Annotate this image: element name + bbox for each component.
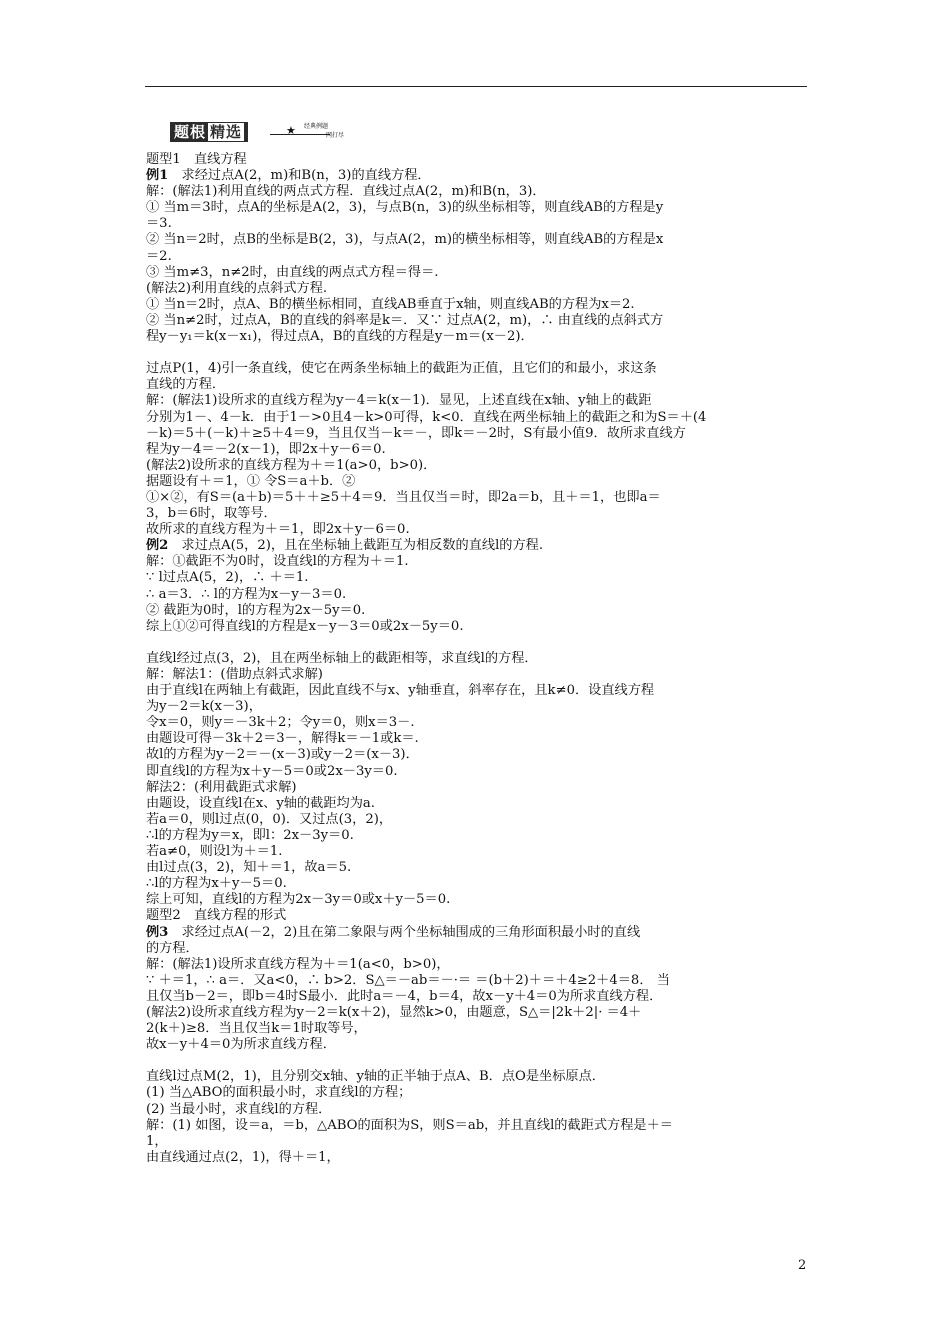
blank-line	[146, 345, 808, 361]
document-body	[146, 152, 808, 1166]
text-line	[146, 892, 808, 908]
line-text: ③ 当m≠3，n≠2时，由直线的两点式方程＝得＝.	[146, 264, 439, 280]
text-line	[146, 1021, 808, 1037]
blank-line	[146, 1053, 808, 1069]
star-icon: ★	[286, 124, 296, 137]
line-text: ∴l的方程为y＝x，即l：2x－3y＝0.	[146, 827, 354, 843]
text-line	[146, 442, 808, 458]
text-line	[146, 522, 808, 538]
line-text: (1) 当△ABO的面积最小时，求直线l的方程；	[146, 1085, 412, 1101]
line-text: ∵ l过点A(5，2)，∴ ＋＝1.	[146, 570, 309, 586]
line-text: 解：解法1：(借助点斜式求解)	[146, 667, 323, 682]
line-text: 由题设可得－3k＋2＝3－，解得k＝－1或k＝.	[146, 731, 419, 747]
line-text: 1，	[146, 1133, 168, 1149]
text-line	[146, 587, 808, 603]
section-banner	[170, 122, 380, 144]
text-line	[146, 699, 808, 715]
line-text: 题型1 直线方程	[146, 152, 247, 167]
banner-title-box: 精选	[210, 123, 243, 141]
text-line	[146, 265, 808, 281]
line-text: 若a＝0，则l过点(0，0)．又过点(3，2)，	[146, 811, 393, 827]
text-line	[146, 152, 808, 168]
line-text: ② 当n＝2时，点B的坐标是B(2，3)，与点A(2，m)的横坐标相等，则直线AB的方程是x	[146, 232, 664, 248]
text-line	[146, 1085, 808, 1101]
line-text: 由直线通过点(2，1)，得＋＝1，	[146, 1149, 340, 1165]
text-line	[146, 876, 808, 892]
banner-title	[170, 122, 248, 142]
line-text: 解法2：(利用截距式求解)	[146, 779, 297, 795]
text-line	[146, 941, 808, 957]
text-line	[146, 812, 808, 828]
line-text: ∴ a＝3．∴ l的方程为x－y－3＝0.	[146, 586, 347, 602]
text-line	[146, 361, 808, 377]
text-line	[146, 426, 808, 442]
text-line	[146, 619, 808, 635]
line-text: 分别为1－、4－k．由于1－>0且4－k>0可得，k<0．直线在两坐标轴上的截距之和为S＝＋(4	[146, 409, 707, 425]
text-line	[146, 297, 808, 313]
line-text: 即直线l的方程为x＋y－5＝0或2x－3y＝0.	[146, 763, 398, 779]
text-line	[146, 1118, 808, 1134]
line-text: 由题设，设直线l在x、y轴的截距均为a.	[146, 795, 375, 811]
line-text: ② 当n≠2时，过点A，B的直线的斜率是k＝．又∵ 过点A(2，m)，∴ 由直线的点斜式方	[146, 312, 664, 328]
text-line	[146, 538, 808, 554]
text-line	[146, 731, 808, 747]
text-line	[146, 651, 808, 667]
line-text: 解：(解法1)设所求的直线方程为y－4＝k(x－1)．显见，上述直线在x轴、y轴上的截距	[146, 393, 652, 409]
text-line	[146, 973, 808, 989]
text-line	[146, 1102, 808, 1118]
line-text: 解：①截距不为0时，设直线l的方程为＋＝1.	[146, 554, 409, 570]
line-text: 程y－y₁＝k(x－x₁)，得过点A，B的直线的方程是y－m＝(x－2)．	[146, 329, 534, 345]
text-line	[146, 715, 808, 731]
line-text: ∴l的方程为x＋y－5＝0.	[146, 876, 287, 892]
text-line	[146, 313, 808, 329]
text-line	[146, 796, 808, 812]
example-label: 例3	[146, 924, 169, 940]
text-line	[146, 860, 808, 876]
blank-line	[146, 635, 808, 651]
line-text: 解：(解法1)利用直线的两点式方程．直线过点A(2，m)和B(n，3)．	[146, 184, 546, 200]
line-text: 故x－y＋4＝0为所求直线方程．	[146, 1037, 336, 1053]
text-line	[146, 925, 808, 941]
line-text: 若a≠0，则设l为＋＝1.	[146, 844, 283, 860]
line-text: 直线l过点M(2，1)，且分别交x轴、y轴的正半轴于点A、B．点O是坐标原点．	[146, 1069, 605, 1085]
line-text: 故所求的直线方程为＋＝1，即2x＋y－6＝0.	[146, 522, 410, 538]
page-number: 2	[798, 1258, 807, 1273]
line-text: 求经过点A(2，m)和B(n，3)的直线方程．	[168, 168, 431, 184]
text-line	[146, 764, 808, 780]
line-text: 由l过点(3，2)，知＋＝1，故a＝5.	[146, 860, 352, 876]
text-line	[146, 490, 808, 506]
line-text: 故l的方程为y－2＝－(x－3)或y－2＝(x－3)．	[146, 747, 419, 763]
text-line	[146, 1037, 808, 1053]
text-line	[146, 168, 808, 184]
line-text: ① 当m＝3时，点A的坐标是A(2，3)，与点B(n，3)的纵坐标相等，则直线AB的方程是y	[146, 200, 664, 216]
text-line	[146, 281, 808, 297]
text-line	[146, 957, 808, 973]
text-line	[146, 184, 808, 200]
line-text: 直线的方程．	[146, 377, 226, 393]
line-text: 综上可知，直线l的方程为2x－3y＝0或x＋y－5＝0.	[146, 892, 451, 908]
text-line	[146, 393, 808, 409]
text-line	[146, 377, 808, 393]
line-text: (解法2)设所求的直线方程为＋＝1(a>0，b>0)．	[146, 457, 437, 473]
text-line	[146, 603, 808, 619]
line-text: 解：(1) 如图，设＝a，＝b，△ABO的面积为S，则S＝ab，并且直线l的截距式方程是＋＝	[146, 1117, 673, 1133]
text-line	[146, 249, 808, 265]
text-line	[146, 554, 808, 570]
text-line	[146, 780, 808, 796]
example-label: 例2	[146, 538, 169, 554]
text-line	[146, 747, 808, 763]
line-text: 综上①②可得直线l的方程是x－y－3＝0或2x－5y＝0.	[146, 618, 464, 634]
line-text: 令x＝0，则y＝－3k＋2；令y＝0，则x＝3－.	[146, 715, 415, 731]
text-line	[146, 1150, 808, 1166]
example-label: 例1	[146, 168, 169, 184]
line-text: 过点P(1，4)引一条直线，使它在两条坐标轴上的截距为正值，且它们的和最小，求这条	[146, 361, 657, 377]
line-text: ∵ ＋＝1，∴ a＝．又a<0，∴ b>2．S△＝－ab＝－·＝ ＝(b＋2)＋＝＋4≥2＋4＝8． 当	[146, 972, 670, 988]
line-text: (2) 当最小时，求直线l的方程．	[146, 1101, 332, 1117]
text-line	[146, 667, 808, 683]
text-line	[146, 828, 808, 844]
line-text: ① 当n＝2时，点A、B的横坐标相同，直线AB垂直于x轴，则直线AB的方程为x＝2.	[146, 296, 635, 312]
line-text: 题型2 直线方程的形式	[146, 908, 287, 924]
line-text: 为y－2＝k(x－3)，	[146, 699, 262, 715]
text-line	[146, 232, 808, 248]
header-rule	[145, 86, 807, 87]
text-line	[146, 329, 808, 345]
line-text: ＝3.	[146, 216, 172, 232]
line-text: 据题设有＋＝1，① 令S＝a＋b．②	[146, 473, 356, 489]
line-text: ①×②，有S＝(a＋b)＝5＋＋≥5＋4＝9．当且仅当＝时，即2a＝b，且＋＝1，也即a＝	[146, 489, 661, 505]
line-text: 3，b＝6时，取等号．	[146, 506, 277, 522]
banner-subtitle-1: 经典例题	[304, 123, 329, 130]
text-line	[146, 844, 808, 860]
line-text: 求过点A(5，2)，且在坐标轴上截距互为相反数的直线l的方程.	[168, 538, 544, 554]
line-text: 程为y－4＝－2(x－1)，即2x＋y－6＝0.	[146, 441, 386, 457]
line-text: 的方程．	[146, 940, 199, 956]
line-text: 直线l经过点(3，2)，且在两坐标轴上的截距相等，求直线l的方程．	[146, 650, 538, 666]
banner-subtitle-2: 一网打尽	[320, 132, 345, 139]
text-line	[146, 200, 808, 216]
line-text: 且仅当b－2＝，即b＝4时S最小．此时a＝－4，b＝4，故x－y＋4＝0为所求直线方程．	[146, 988, 663, 1004]
text-line	[146, 683, 808, 699]
line-text: 由于直线l在两轴上有截距，因此直线不与x、y轴垂直，斜率存在，且k≠0．设直线方程	[146, 683, 655, 699]
line-text: ② 截距为0时，l的方程为2x－5y＝0.	[146, 602, 366, 618]
text-line	[146, 458, 808, 474]
text-line	[146, 1005, 808, 1021]
text-line	[146, 908, 808, 924]
line-text: (解法2)利用直线的点斜式方程.	[146, 280, 328, 296]
text-line	[146, 216, 808, 232]
banner-title-left: 题根	[174, 123, 207, 141]
text-line	[146, 989, 808, 1005]
text-line	[146, 506, 808, 522]
text-line	[146, 410, 808, 426]
line-text: 求经过点A(－2，2)且在第二象限与两个坐标轴围成的三角形面积最小时的直线	[168, 924, 641, 940]
text-line	[146, 474, 808, 490]
text-line	[146, 1134, 808, 1150]
text-line	[146, 570, 808, 586]
line-text: 2(k＋)≥8．当且仅当k＝1时取等号，	[146, 1021, 367, 1037]
line-text: (解法2)设所求直线方程为y－2＝k(x＋2)，显然k>0，由题意，S△＝|2k＋2|· ＝4＋	[146, 1004, 642, 1020]
text-line	[146, 1069, 808, 1085]
line-text: －k)＝5＋(－k)＋≥5＋4＝9，当且仅当－k＝－，即k＝－2时，S有最小值9．故所求直线方	[146, 425, 686, 441]
line-text: 解：(解法1)设所求直线方程为＋＝1(a<0，b>0)，	[146, 956, 450, 972]
line-text: ＝2.	[146, 248, 172, 264]
